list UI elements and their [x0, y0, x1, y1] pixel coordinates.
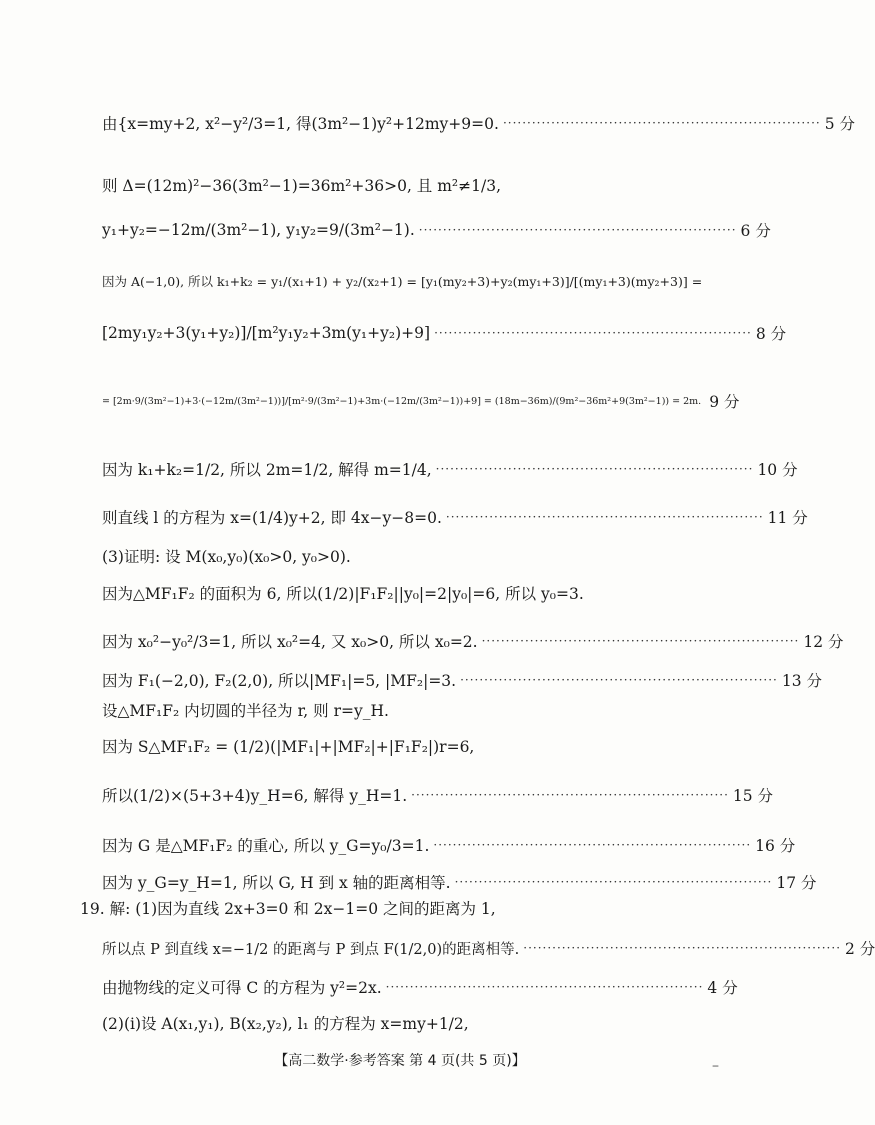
- dot-leader: ··································································: [460, 673, 778, 687]
- line-7: [102, 456, 798, 482]
- dot-leader: ··································································: [434, 326, 752, 340]
- line-9: [102, 543, 724, 569]
- line-14: [102, 733, 724, 759]
- score-label: 13 分: [781, 672, 823, 690]
- line-text: 设△MF₁F₂ 内切圆的半径为 r, 则 r=y_H.: [102, 702, 389, 720]
- line-15: [102, 782, 774, 808]
- line-2: [102, 172, 724, 198]
- line-text: 因为 F₁(−2,0), F₂(2,0), 所以|MF₁|=5, |MF₂|=3.: [102, 672, 457, 690]
- line-text: 则直线 l 的方程为 x=(1/4)y+2, 即 4x−y−8=0.: [102, 509, 442, 527]
- line-text: 19. 解: (1)因为直线 2x+3=0 和 2x−1=0 之间的距离为 1,: [80, 900, 496, 918]
- score-label: 17 分: [776, 874, 817, 892]
- dot-leader: ··································································: [433, 838, 752, 852]
- line-11: [102, 628, 844, 654]
- line-text: 则 Δ=(12m)²−36(3m²−1)=36m²+36>0, 且 m²≠1/3,: [102, 177, 501, 195]
- line-text: = [2m·9/(3m²−1)+3·(−12m/(3m²−1))]/[m²·9/(3m²−1)+3m·(−12m/(3m²−1))+9] = (18m−36m)/(9m²−36m²+9(3m²−1)) = 2m.: [102, 395, 702, 407]
- dot-leader: ··································································: [385, 980, 704, 994]
- line-text: (2)(i)设 A(x₁,y₁), B(x₂,y₂), l₁ 的方程为 x=my+1/2,: [102, 1015, 469, 1033]
- line-text: 由抛物线的定义可得 C 的方程为 y²=2x.: [102, 979, 382, 997]
- line-text: 因为△MF₁F₂ 的面积为 6, 所以(1/2)|F₁F₂||y₀|=2|y₀|=6, 所以 y₀=3.: [102, 585, 584, 603]
- dot-leader: ··································································: [502, 116, 821, 130]
- line-text: 因为 k₁+k₂=1/2, 所以 2m=1/2, 解得 m=1/4,: [102, 461, 432, 479]
- line-20: [102, 974, 738, 1000]
- line-text: 所以点 P 到直线 x=−1/2 的距离与 P 到点 F(1/2,0)的距离相等.: [102, 941, 520, 958]
- score-label: 2 分: [845, 940, 875, 958]
- line-text: 由{x=my+2, x²−y²/3=1, 得(3m²−1)y²+12my+9=0.: [102, 115, 499, 133]
- line-18: [80, 895, 724, 921]
- line-text: [2my₁y₂+3(y₁+y₂)]/[m²y₁y₂+3m(y₁+y₂)+9]: [102, 324, 431, 342]
- line-17: [102, 869, 817, 895]
- line-text: 因为 S△MF₁F₂ = (1/2)(|MF₁|+|MF₂|+|F₁F₂|)r=6,: [102, 738, 475, 756]
- line-1: [102, 108, 855, 138]
- score-label: 6 分: [740, 222, 771, 240]
- line-text: 因为 x₀²−y₀²/3=1, 所以 x₀²=4, 又 x₀>0, 所以 x₀=2.: [102, 633, 478, 651]
- line-19: [102, 935, 875, 961]
- score-label: 15 分: [732, 787, 774, 805]
- score-label: 12 分: [803, 633, 844, 651]
- dot-leader: ··································································: [523, 941, 842, 955]
- line-5: [102, 320, 787, 346]
- line-16: [102, 832, 796, 858]
- page-footer: 【高二数学·参考答案 第 4 页(共 5 页)】: [274, 1053, 526, 1069]
- corner-mark: –: [712, 1058, 719, 1074]
- line-6: [102, 388, 740, 414]
- dot-leader: ··································································: [481, 634, 800, 648]
- score-label: 5 分: [824, 115, 855, 133]
- line-8: [102, 504, 808, 530]
- line-text: 因为 y_G=y_H=1, 所以 G, H 到 x 轴的距离相等.: [102, 874, 451, 892]
- score-label: 11 分: [767, 509, 808, 527]
- line-13: [102, 697, 724, 723]
- line-12: [102, 667, 823, 693]
- dot-leader: ··································································: [445, 510, 764, 524]
- line-text: y₁+y₂=−12m/(3m²−1), y₁y₂=9/(3m²−1).: [102, 221, 415, 239]
- score-label: 10 分: [757, 461, 798, 479]
- dot-leader: ··································································: [454, 875, 773, 889]
- line-text: 因为 G 是△MF₁F₂ 的重心, 所以 y_G=y₀/3=1.: [102, 837, 430, 855]
- line-3: [102, 217, 771, 243]
- dot-leader: ··································································: [418, 223, 737, 237]
- line-text: (3)证明: 设 M(x₀,y₀)(x₀>0, y₀>0).: [102, 548, 351, 566]
- line-text: 所以(1/2)×(5+3+4)y_H=6, 解得 y_H=1.: [102, 787, 408, 805]
- dot-leader: ··································································: [411, 788, 729, 802]
- dot-leader: ··································································: [435, 462, 754, 476]
- score-label: 16 分: [755, 837, 796, 855]
- score-label: 8 分: [755, 325, 787, 343]
- line-4: [102, 268, 724, 294]
- score-label: 4 分: [707, 979, 738, 997]
- line-21: [102, 1010, 724, 1036]
- line-10: [102, 580, 724, 606]
- line-text: 因为 A(−1,0), 所以 k₁+k₂ = y₁/(x₁+1) + y₂/(x₂+1) = [y₁(my₂+3)+y₂(my₁+3)]/[(my₁+3)(my₂+3)] =: [102, 274, 703, 289]
- score-label: 9 分: [709, 393, 740, 411]
